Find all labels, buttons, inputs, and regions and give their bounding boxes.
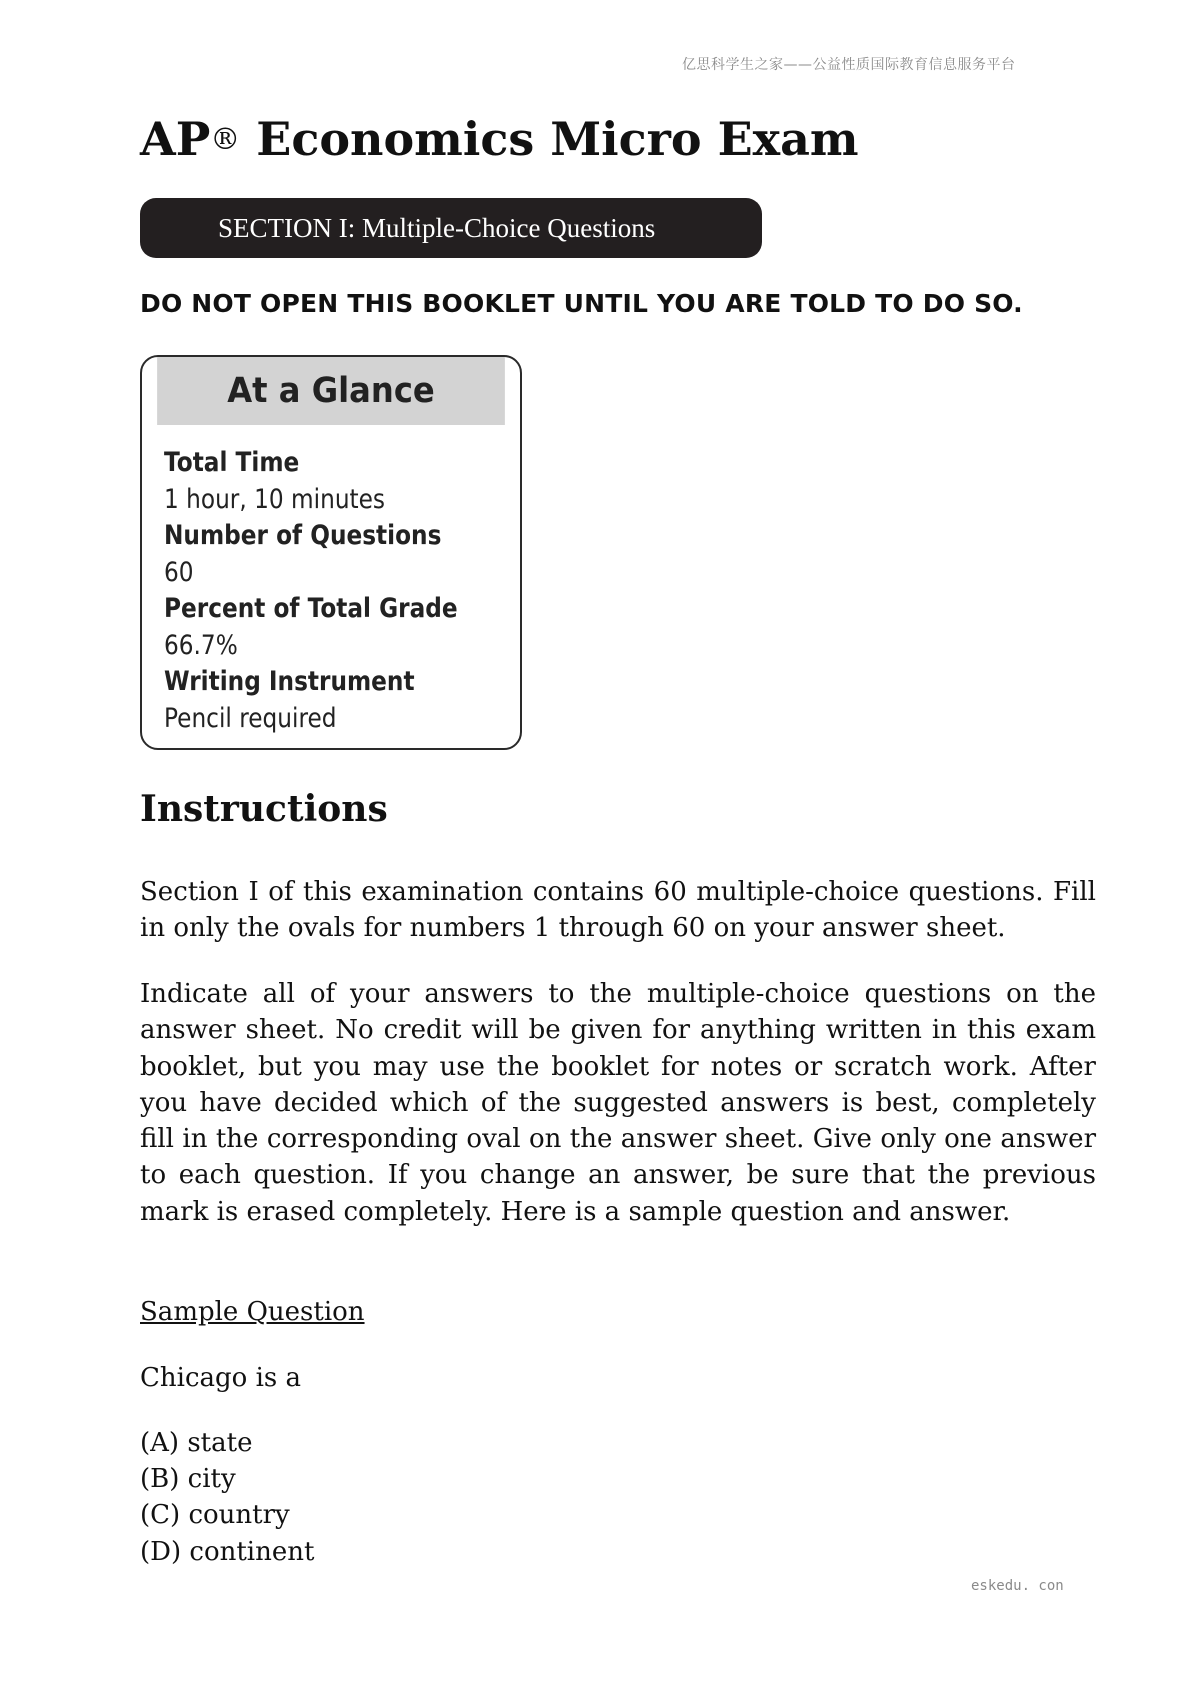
glance-item-writing-instrument — [164, 664, 520, 737]
choice-c: (C) country — [140, 1500, 290, 1531]
choice-a: (A) state — [140, 1428, 253, 1458]
glance-item-percent-of-grade — [164, 591, 520, 664]
glance-list — [142, 425, 520, 737]
glance-label: Number of Questions — [164, 520, 442, 551]
page-title — [140, 112, 859, 166]
watermark-bottom: eskedu. con — [971, 1578, 1064, 1594]
glance-item-total-time — [164, 445, 520, 518]
instructions-paragraph-1: Section I of this examination contains 60 multiple-choice questions. Fill in only the ovals for numbers 1 through 60 on your answer sheet. — [140, 877, 1096, 944]
glance-label: Percent of Total Grade — [164, 593, 458, 624]
instructions-paragraph-2: Indicate all of your answers to the multiple-choice questions on the answer sheet. No credit will be given for anything written in this exam booklet, but you may use the booklet for notes or scratch work. After you have decided which of the suggested answers is best, completely fill in the corresponding oval on the answer sheet. Give only one answer to each question. If you change an answer, be sure that the previous mark is erased completely. Here is a sample question and answer. — [140, 979, 1096, 1227]
glance-label: Writing Instrument — [164, 666, 415, 697]
section-banner — [140, 198, 762, 258]
section-label: SECTION I: Multiple-Choice Questions — [218, 212, 656, 243]
title-suffix: Economics Micro Exam — [240, 112, 859, 166]
glance-value: Pencil required — [164, 702, 337, 734]
sample-question-heading: Sample Question — [140, 1297, 365, 1327]
registered-mark: ® — [210, 122, 241, 157]
glance-value: 1 hour, 10 minutes — [164, 483, 386, 515]
choice-d: (D) continent — [140, 1536, 315, 1567]
glance-title: At a Glance — [157, 357, 505, 425]
glance-value: 60 — [164, 556, 194, 588]
sample-question-text: Chicago is a — [140, 1363, 302, 1393]
glance-value: 66.7% — [164, 629, 238, 661]
answer-choices — [140, 1425, 314, 1570]
warning-notice: DO NOT OPEN THIS BOOKLET UNTIL YOU ARE TOLD TO DO SO. — [140, 289, 1023, 318]
title-prefix: AP — [140, 112, 211, 166]
choice-b: (B) city — [140, 1464, 236, 1495]
instructions-heading: Instructions — [140, 788, 388, 830]
at-a-glance-box — [140, 355, 522, 750]
glance-item-number-of-questions — [164, 518, 520, 591]
glance-label: Total Time — [164, 447, 300, 478]
watermark-top: 亿思科学生之家——公益性质国际教育信息服务平台 — [682, 57, 1016, 73]
